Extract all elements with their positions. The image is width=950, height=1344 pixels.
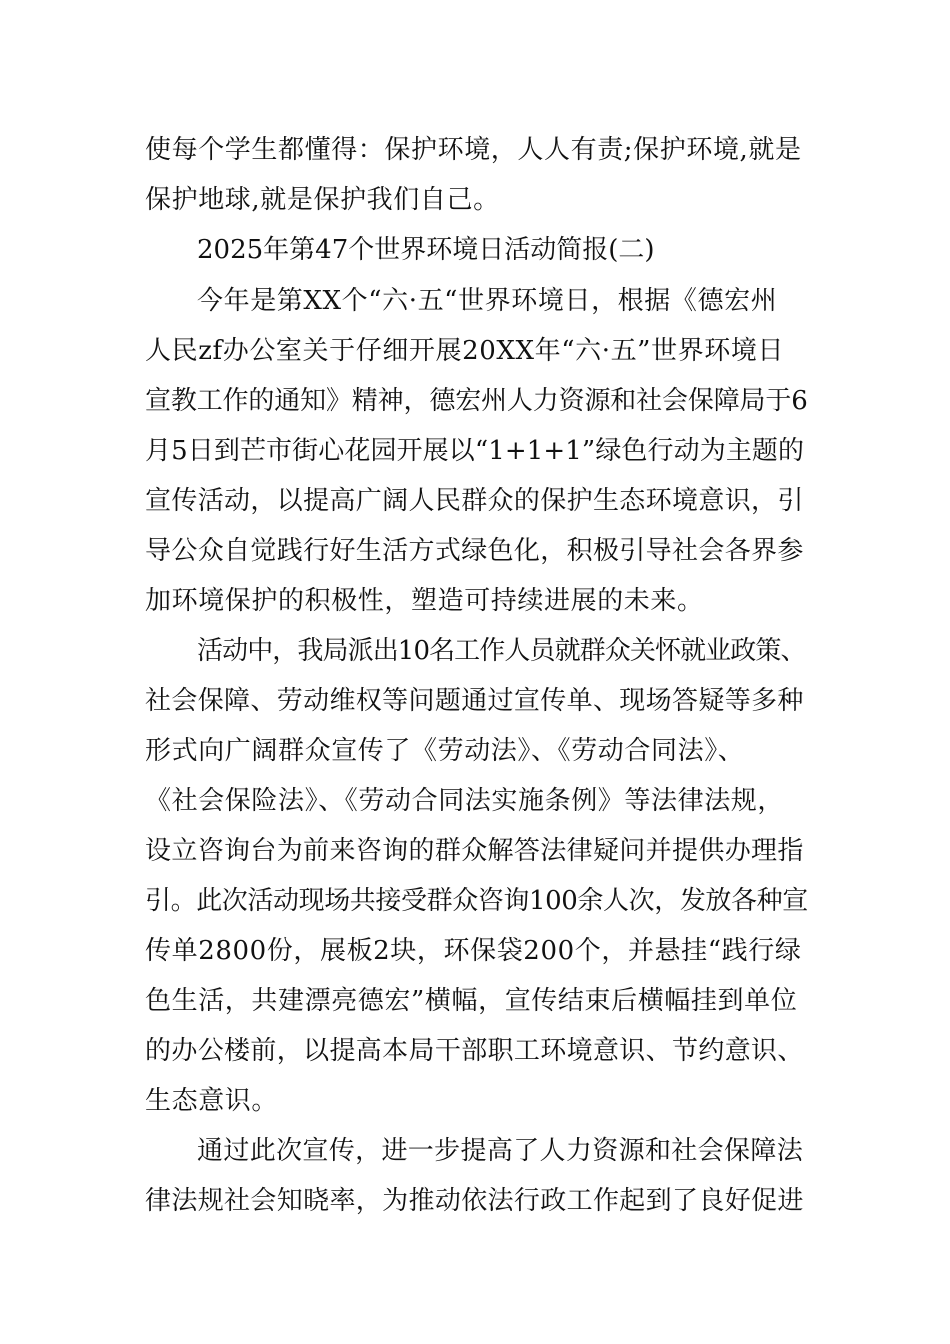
text-line: 宣教工作的通知》精神，德宏州人力资源和社会保障局于6 [145, 386, 808, 416]
text-line: 人民zf办公室关于仔细开展20XX年“六·五”世界环境日 [145, 336, 785, 366]
text-line: 使每个学生都懂得：保护环境，人人有责;保护环境,就是 [145, 135, 802, 165]
text-line: 加环境保护的积极性，塑造可持续进展的未来。 [145, 586, 704, 616]
text-line: 生态意识。 [145, 1086, 279, 1116]
text-line: 活动中，我局派出10名工作人员就群众关怀就业政策、 [197, 636, 806, 666]
text-line: 导公众自觉践行好生活方式绿色化，积极引导社会各界参 [145, 536, 804, 566]
text-line: 色生活，共建漂亮德宏”横幅，宣传结束后横幅挂到单位 [145, 986, 798, 1016]
section-heading: 2025年第47个世界环境日活动简报(二) [197, 235, 655, 265]
text-line: 传单2800份，展板2块，环保袋200个，并悬挂“践行绿 [145, 936, 802, 966]
text-line: 通过此次宣传，进一步提高了人力资源和社会保障法 [197, 1136, 804, 1166]
text-line: 形式向广阔群众宣传了《劳动法》、《劳动合同法》、 [145, 736, 745, 766]
text-line: 社会保障、劳动维权等问题通过宣传单、现场答疑等多种 [145, 686, 804, 716]
text-line: 今年是第XX个“六·五“世界环境日，根据《德宏州 [197, 286, 778, 316]
text-line: 《社会保险法》、《劳动合同法实施条例》等法律法规， [145, 786, 785, 816]
text-line: 律法规社会知晓率，为推动依法行政工作起到了良好促进 [145, 1186, 804, 1216]
text-line: 的办公楼前，以提高本局干部职工环境意识、节约意识、 [145, 1036, 804, 1066]
text-line: 月5日到芒市街心花园开展以“1+1+1”绿色行动为主题的 [145, 436, 805, 466]
text-line: 保护地球,就是保护我们自己。 [145, 185, 500, 215]
text-line: 引。此次活动现场共接受群众咨询100余人次，发放各种宣 [145, 886, 808, 916]
text-line: 设立咨询台为前来咨询的群众解答法律疑问并提供办理指 [145, 836, 804, 866]
text-line: 宣传活动，以提高广阔人民群众的保护生态环境意识，引 [145, 486, 804, 516]
